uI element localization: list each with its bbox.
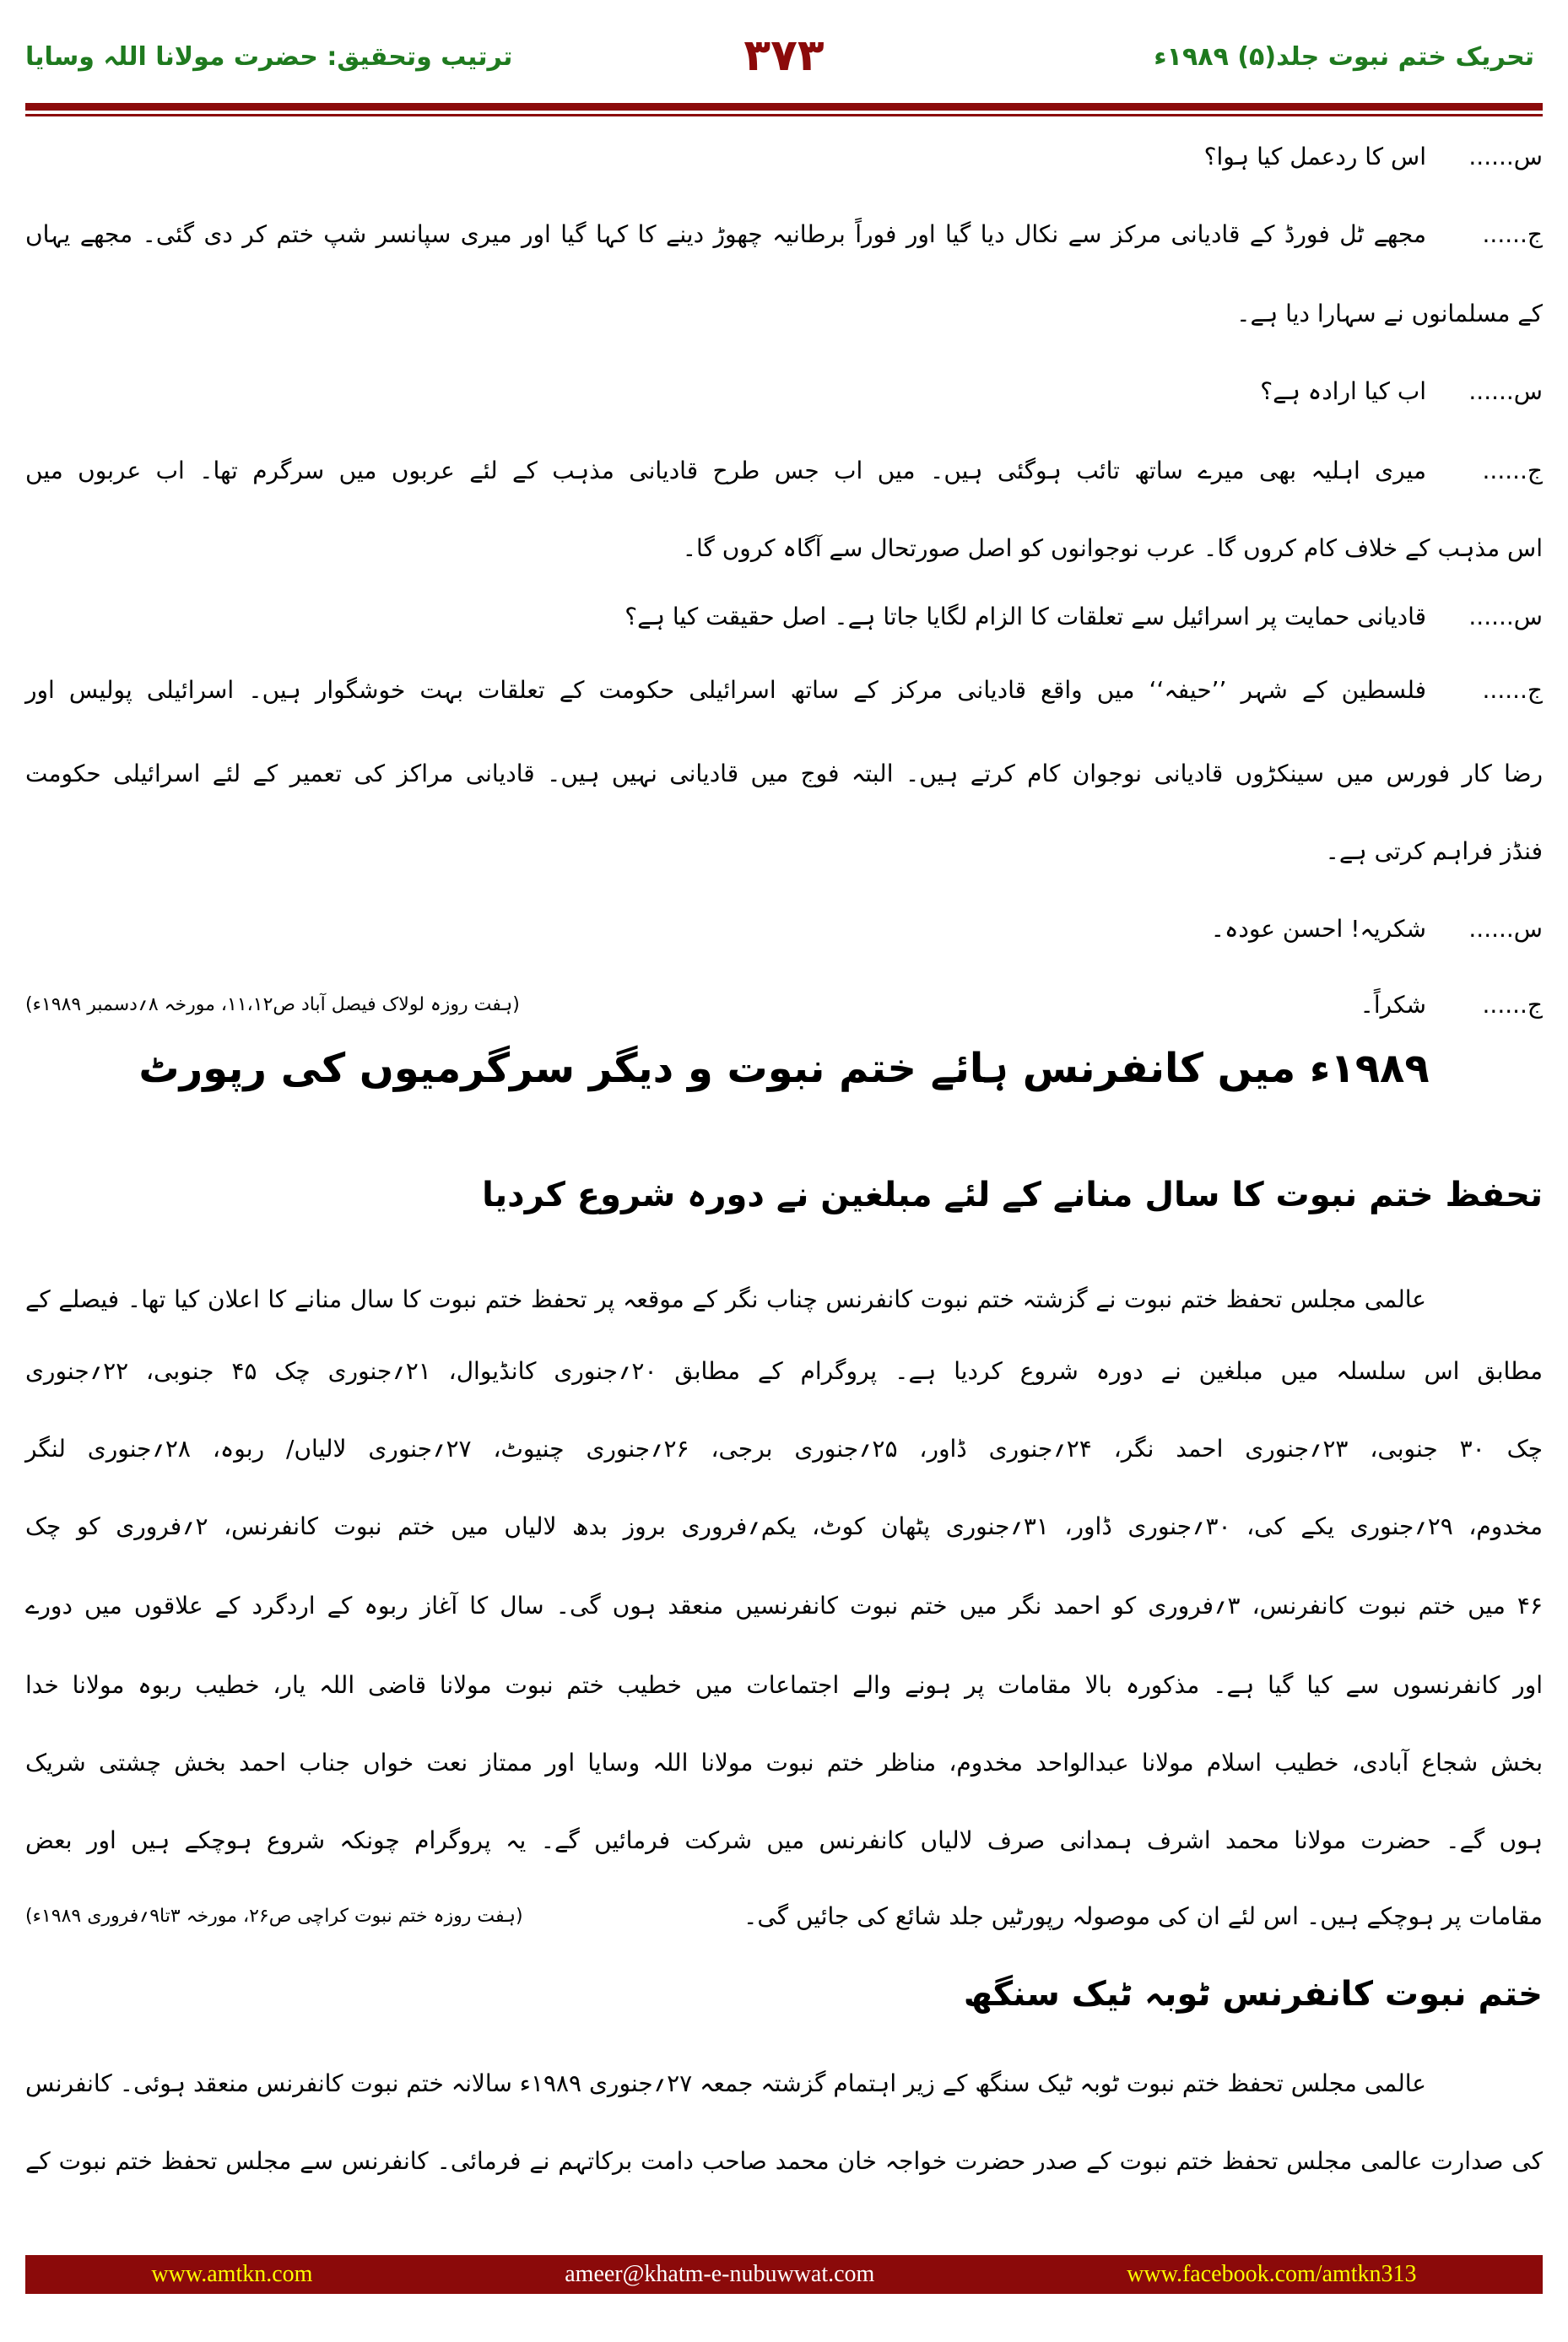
answer-marker: ج...... [1482,457,1543,484]
paragraph-line: مخدوم، ۲۹؍جنوری یکے کی، ۳۰؍جنوری ڈاور، ۳۱؍جنوری پٹھان کوٹ، یکم؍فروری بروز بدھ لالیاں میں ختم نبوت کانفرنس، ۲؍فروری کو چک [25,1512,1544,1540]
answer-text: رضا کار فورس میں سینکڑوں قادیانی نوجوان کام کرتے ہیں۔ البتہ فوج میں قادیانی نہیں ہیں۔ قادیانی مراکز کی تعمیر کے لئے اسرائیلی حکومت [25,760,1543,787]
paragraph-text: مقامات پر ہوچکے ہیں۔ اس لئے ان کی موصولہ رپورٹیں جلد شائع کی جائیں گی۔ [743,1902,1543,1930]
answer-marker: ج...... [1482,676,1543,704]
answer-text: شکراً۔ [1360,991,1426,1019]
paragraph-line: ہوں گے۔ حضرت مولانا محمد اشرف ہمدانی صرف لالیاں کانفرنس میں شرکت فرمائیں گے۔ یہ پروگرام چونکہ شروع ہوچکے ہیں اور بعض [25,1826,1543,1854]
answer-text: میری اہلیہ بھی میرے ساتھ تائب ہوگئی ہیں۔ میں اب جس طرح قادیانی مذہب کے لئے عربوں میں سرگرم تھا۔ اب عربوں میں [25,457,1426,484]
paragraph-line: بخش شجاع آبادی، خطیب اسلام مولانا عبدالواحد مخدوم، مناظر ختم نبوت مولانا اللہ وسایا اور ممتاز نعت خواں جناب احمد بخش چشتی شریک [25,1749,1543,1777]
email-link[interactable]: ameer@khatm-e-nubuwwat.com [565,2261,875,2287]
question-text: اب کیا ارادہ ہے؟ [1260,377,1426,405]
question-text: شکریہ! احسن عودہ۔ [1210,915,1426,943]
question-marker: س...... [1468,603,1543,630]
question-marker: س...... [1468,915,1543,943]
paragraph-line: مطابق اس سلسلہ میں مبلغین نے دورہ شروع کردیا ہے۔ پروگرام کے مطابق ۲۰؍جنوری کانڈیوال، ۲۱؍جنوری چک ۴۵ جنوبی، ۲۲؍جنوری [25,1357,1543,1385]
book-title: تحریک ختم نبوت جلد(۵) ۱۹۸۹ء [1154,42,1534,72]
question-marker: س...... [1468,143,1543,170]
question-text: اس کا ردعمل کیا ہوا؟ [1203,143,1426,170]
paragraph-line: عالمی مجلس تحفظ ختم نبوت نے گزشتہ ختم نبوت کانفرنس چناب نگر کے موقعہ پر تحفظ ختم نبوت کا سال منانے کا اعلان کیا تھا۔ فیصلے کے [25,1285,1426,1313]
source-citation: (ہفت روزہ لولاک فیصل آباد ص۱۱،۱۲، مورخہ ۸؍دسمبر ۱۹۸۹ء) [25,994,520,1015]
header-rule-thin [25,114,1543,116]
paragraph-line [25,1878,1543,1955]
answer-text: اس مذہب کے خلاف کام کروں گا۔ عرب نوجوانوں کو اصل صورتحال سے آگاہ کروں گا۔ [682,534,1543,562]
question-text: قادیانی حمایت پر اسرائیل سے تعلقات کا الزام لگایا جاتا ہے۔ اصل حقیقت کیا ہے؟ [624,603,1426,630]
answer-text: فنڈز فراہم کرتی ہے۔ [1325,837,1543,865]
answer-marker: ج...... [1482,991,1543,1019]
footer-bar [25,2255,1543,2294]
website-link[interactable]: www.amtkn.com [151,2261,313,2287]
question-marker: س...... [1468,377,1543,405]
paragraph-line: چک ۳۰ جنوبی، ۲۳؍جنوری احمد نگر، ۲۴؍جنوری ڈاور، ۲۵؍جنوری برجی، ۲۶؍جنوری چنیوٹ، ۲۷؍جنوری لالیاں/ ربوہ، ۲۸؍جنوری لنگر [25,1435,1544,1463]
compiler-credit: ترتیب وتحقیق: حضرت مولانا اللہ وسایا [25,42,513,72]
paragraph-line: عالمی مجلس تحفظ ختم نبوت ٹوبہ ٹیک سنگھ کے زیر اہتمام گزشتہ جمعہ ۲۷؍جنوری ۱۹۸۹ء سالانہ ختم نبوت کانفرنس منعقد ہوئی۔ کانفرنس [25,2069,1426,2097]
paragraph-line: اور کانفرنسوں سے کیا گیا ہے۔ مذکورہ بالا مقامات پر ہونے والے اجتماعات میں خطیب ختم نبوت مولانا قاضی اللہ یار، خطیب ربوہ مولانا خدا [25,1671,1543,1699]
section-heading: ختم نبوت کانفرنس ٹوبہ ٹیک سنگھ [963,1975,1543,2014]
header-rule-thick [25,103,1543,111]
paragraph-line: ۴۶ میں ختم نبوت کانفرنس، ۳؍فروری کو احمد نگر میں ختم نبوت کانفرنسیں منعقد ہوں گی۔ سال کا آغاز ربوہ کے اردگرد کے علاقوں میں دورے [25,1592,1543,1620]
answer-text: مجھے ٹل فورڈ کے قادیانی مرکز سے نکال دیا گیا اور فوراً برطانیہ چھوڑ دینے کا کہا گیا اور میری سپانسر شپ ختم کر دی گئی۔ مجھے یہاں [25,220,1426,248]
section-heading: تحفظ ختم نبوت کا سال منانے کے لئے مبلغین نے دورہ شروع کردیا [482,1176,1543,1214]
answer-text: فلسطین کے شہر ’’حیفہ‘‘ میں واقع قادیانی مرکز کے ساتھ اسرائیلی حکومت کے تعلقات بہت خوشگوار ہیں۔ اسرائیلی پولیس اور [25,676,1426,704]
source-citation: (ہفت روزہ ختم نبوت کراچی ص۲۶، مورخہ ۳تا۹؍فروری ۱۹۸۹ء) [25,1906,523,1927]
facebook-link[interactable]: www.facebook.com/amtkn313 [1127,2261,1417,2287]
report-title: ۱۹۸۹ء میں کانفرنس ہائے ختم نبوت و دیگر سرگرمیوں کی رپورٹ [138,1045,1430,1092]
answer-marker: ج...... [1482,220,1543,248]
answer-text: کے مسلمانوں نے سہارا دیا ہے۔ [1236,300,1543,327]
paragraph-line: کی صدارت عالمی مجلس تحفظ ختم نبوت کے صدر حضرت خواجہ خان محمد صاحب دامت برکاتہم نے فرمائی۔ کانفرنس سے مجلس تحفظ ختم نبوت کے [25,2147,1543,2175]
page-number: ۳۷۳ [743,30,825,81]
